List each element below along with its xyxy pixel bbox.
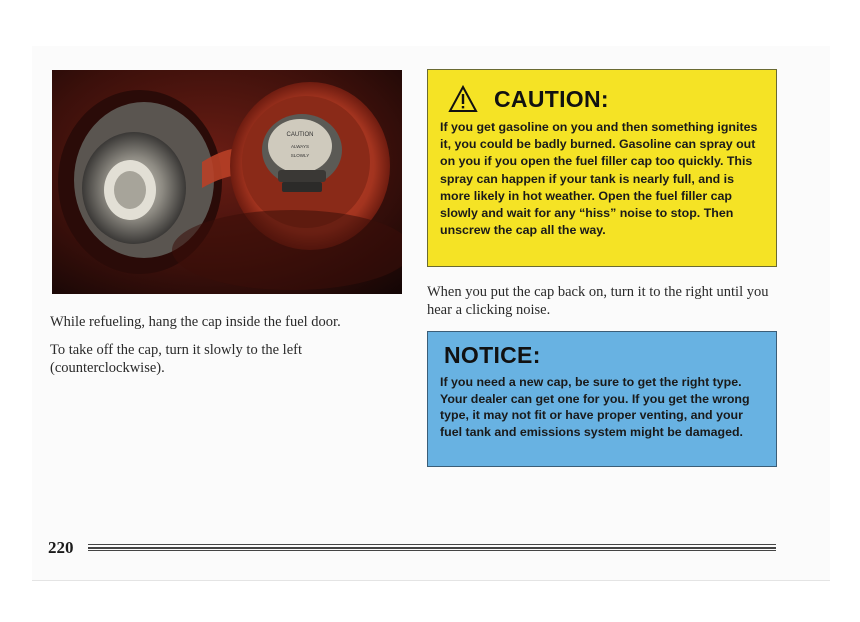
refuel-instruction: While refueling, hang the cap inside the fuel door. [50,314,341,330]
left-column [50,313,385,387]
notice-title: NOTICE: [444,342,541,368]
cap-label-line-2: ALWAYS [291,144,309,149]
footer-rule [88,550,776,551]
footer-rule [88,544,776,545]
cap-label-line-3: SLOWLY [290,153,310,158]
page-number: 220 [48,538,74,557]
notice-text: If you need a new cap, be sure to get the right type. Your dealer can get one for you. If you get the wrong type, it may not fit or have proper venting, and your fuel tank and emissions system might be damaged. [440,375,750,439]
caution-title: CAUTION: [494,85,609,112]
fuel-filler-cap-photo [52,70,402,294]
warning-triangle-icon [448,85,478,113]
cap-label-line-1: CAUTION [286,132,314,138]
caution-header [448,84,609,114]
remove-cap-instruction: To take off the cap, turn it slowly to the left (counterclockwise). [50,342,303,376]
replace-cap-instruction: When you put the cap back on, turn it to the right until you hear a clicking noise. [427,284,769,318]
caution-text: If you get gasoline on you and then something ignites it, you could be badly burned. Gasoline can spray out on you if you open the fuel filler cap too quickly. This spray can happen if your tank is nearly full, and is more likely in hot weather. Open the fuel filler cap slowly and wait for any “hiss” noise to stop. Then unscrew the cap all the way. [440,120,758,238]
footer-rule [88,547,776,549]
caution-box [427,69,777,267]
notice-box [427,331,777,467]
